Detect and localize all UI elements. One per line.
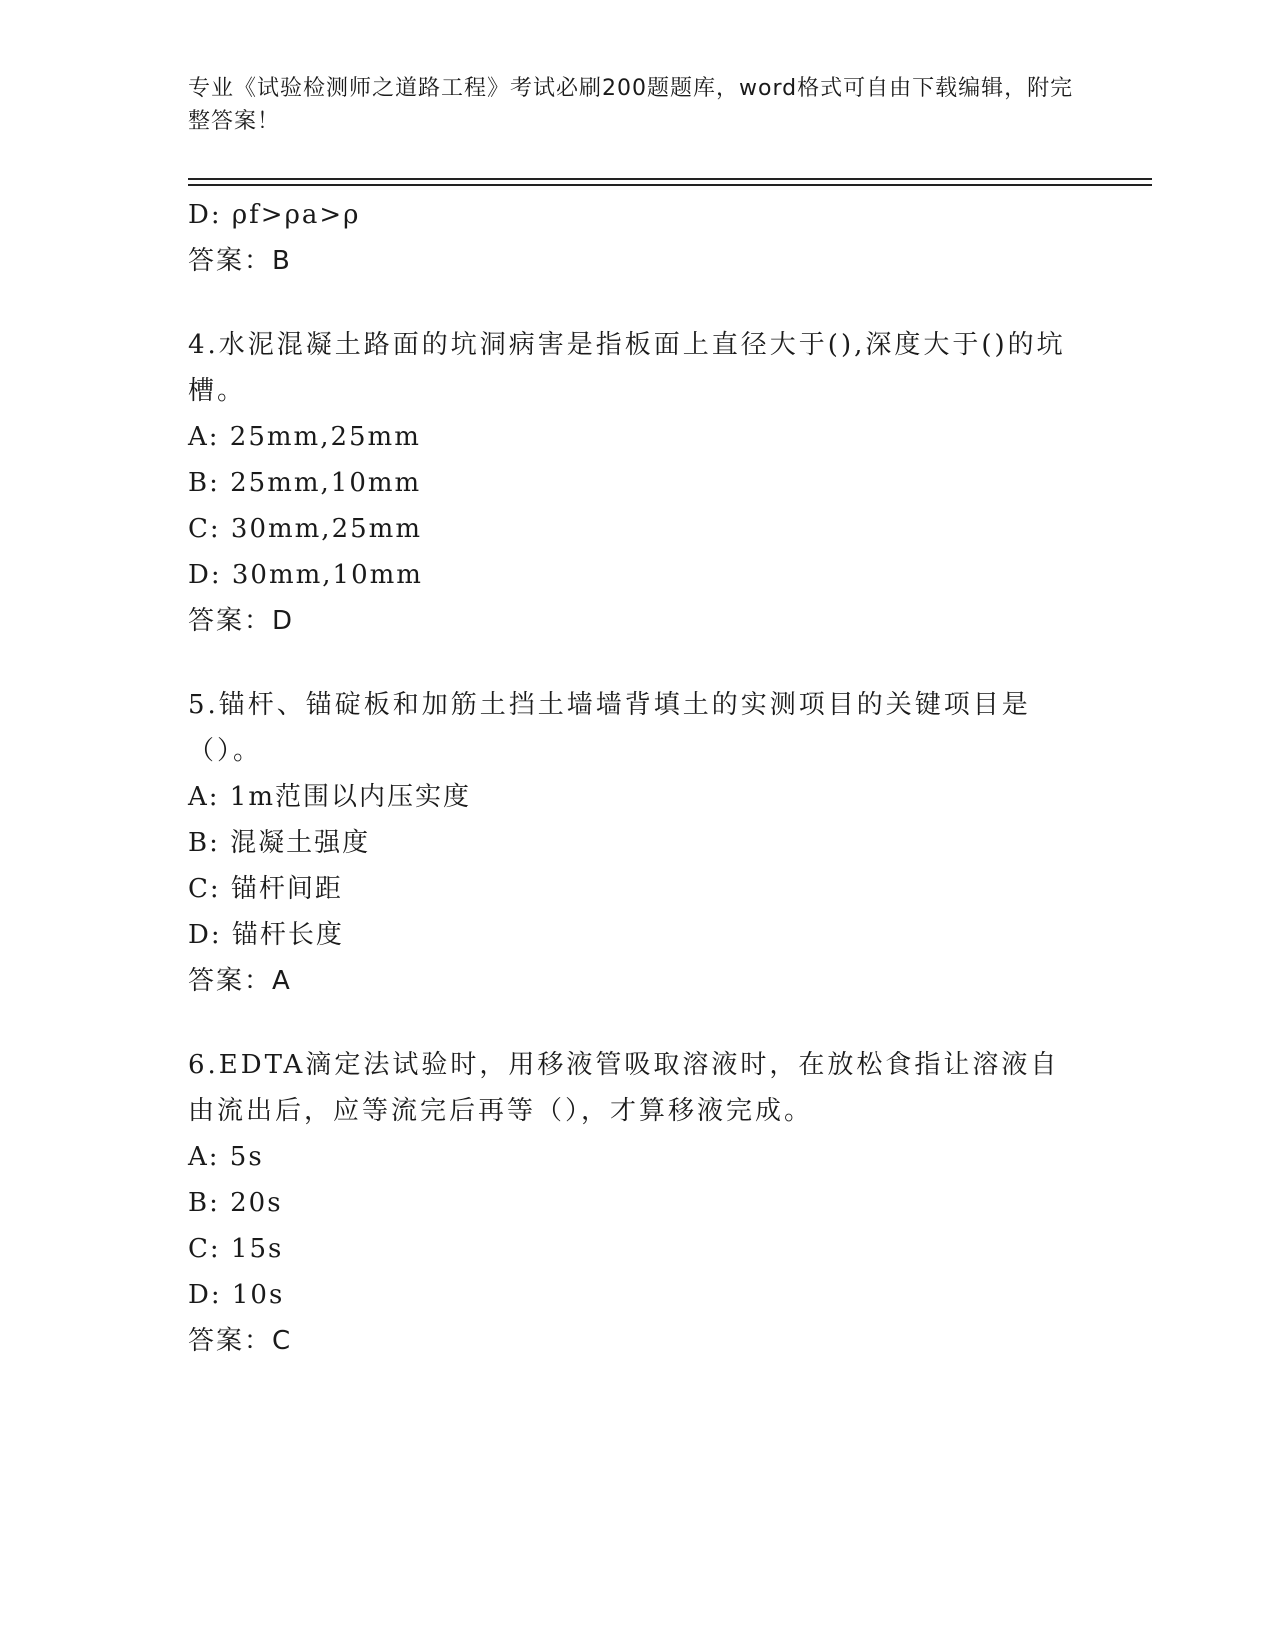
question-4 bbox=[188, 322, 1088, 644]
option-b: B: 25mm,10mm bbox=[188, 468, 422, 498]
answer-label: 答案：D bbox=[188, 606, 295, 636]
option-a: A: 1m范围以内压实度 bbox=[188, 782, 471, 812]
option-a: A: 5s bbox=[188, 1142, 264, 1172]
document-header: 专业《试验检测师之道路工程》考试必刷200题题库，word格式可自由下载编辑，附完整答案！ bbox=[188, 76, 1074, 134]
question-3-option-d: D: ρf>ρa>ρ bbox=[188, 200, 361, 230]
answer-label: 答案：A bbox=[188, 966, 292, 996]
option-b: B: 20s bbox=[188, 1188, 283, 1218]
header-rule-bottom bbox=[188, 184, 1152, 186]
option-b: B: 混凝土强度 bbox=[188, 828, 371, 858]
option-d: D: 锚杆长度 bbox=[188, 920, 344, 950]
option-c: C: 15s bbox=[188, 1234, 284, 1264]
answer-label: 答案：C bbox=[188, 1326, 293, 1356]
option-a: A: 25mm,25mm bbox=[188, 422, 421, 452]
header-rule-top bbox=[188, 178, 1152, 180]
question-text: 5.锚杆、锚碇板和加筋土挡土墙墙背填土的实测项目的关键项目是（）。 bbox=[188, 690, 1031, 766]
option-c: C: 30mm,25mm bbox=[188, 514, 422, 544]
option-d: D: 10s bbox=[188, 1280, 285, 1310]
option-d: D: 30mm,10mm bbox=[188, 560, 423, 590]
question-text: 6.EDTA滴定法试验时，用移液管吸取溶液时，在放松食指让溶液自由流出后，应等流完后再等（），才算移液完成。 bbox=[188, 1050, 1060, 1126]
question-text: 4.水泥混凝土路面的坑洞病害是指板面上直径大于(),深度大于()的坑槽。 bbox=[188, 330, 1066, 406]
option-c: C: 锚杆间距 bbox=[188, 874, 343, 904]
document-content bbox=[188, 192, 1088, 1364]
question-3-answer: 答案：B bbox=[188, 246, 292, 276]
question-5 bbox=[188, 682, 1088, 1004]
question-6 bbox=[188, 1042, 1088, 1364]
